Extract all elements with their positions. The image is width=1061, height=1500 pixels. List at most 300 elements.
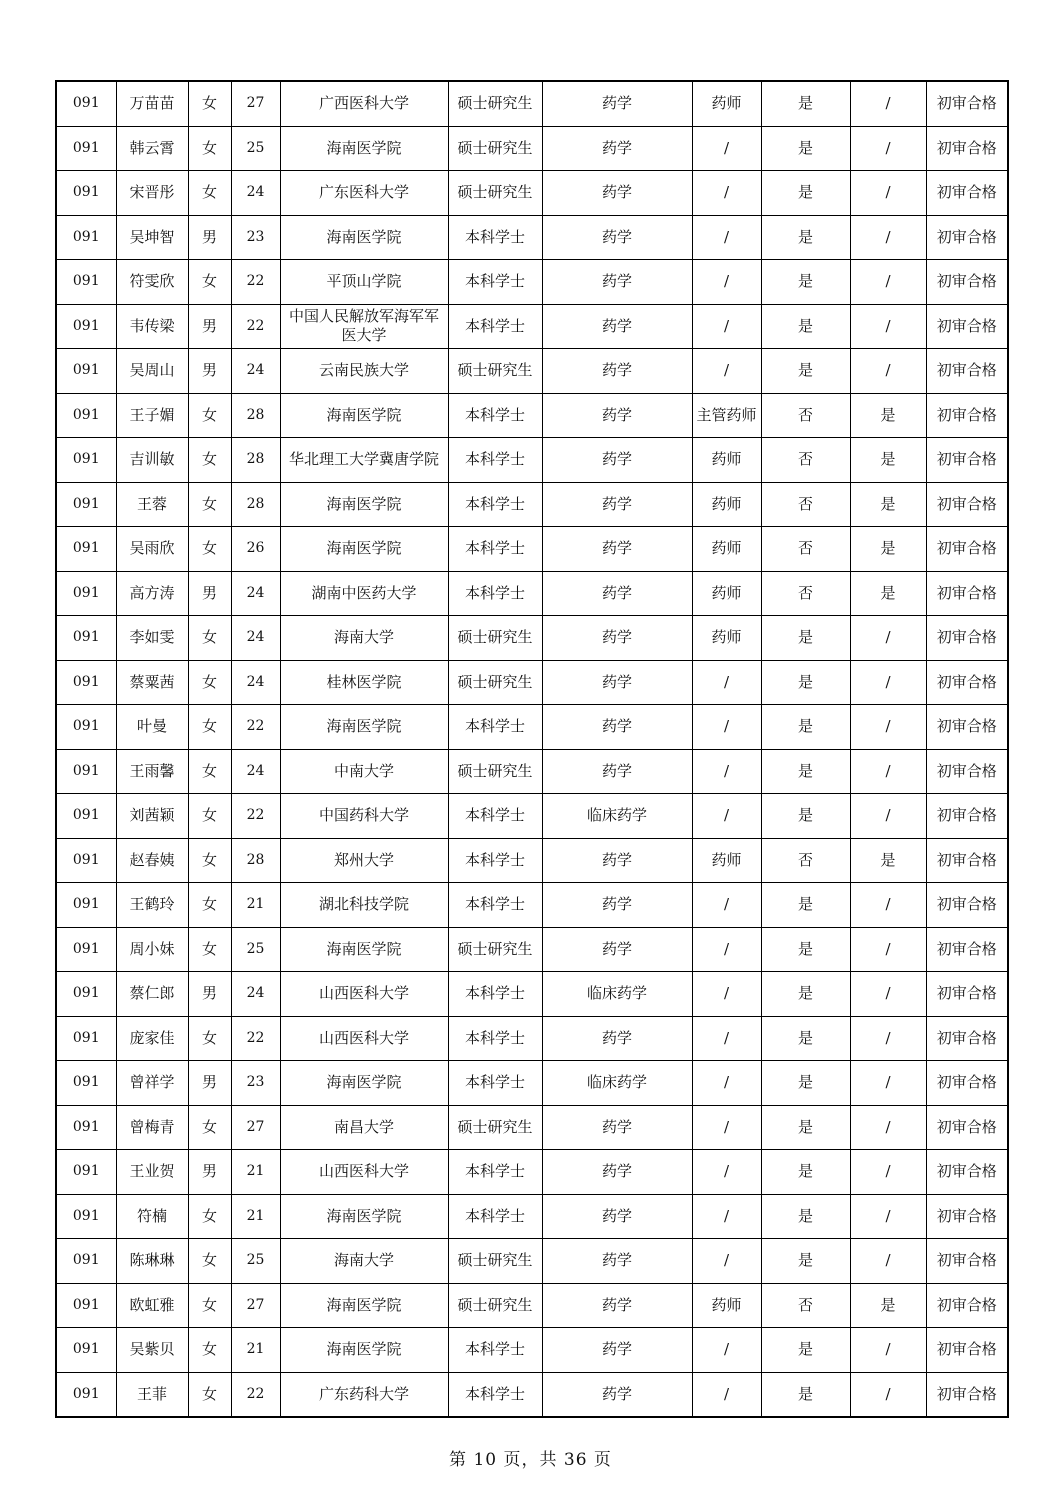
name-cell: 庞家佳 — [116, 1016, 188, 1061]
age-cell: 25 — [231, 1239, 280, 1284]
position-code-cell: 091 — [56, 126, 116, 171]
fresh-graduate-cell: 是 — [761, 749, 850, 794]
table-row — [56, 126, 1008, 171]
title-cell: 药师 — [692, 1283, 761, 1328]
gender-cell: 男 — [188, 304, 231, 349]
fresh-graduate-cell: 是 — [761, 126, 850, 171]
title-cell: / — [692, 260, 761, 305]
position-code-cell: 091 — [56, 438, 116, 483]
major-cell: 药学 — [542, 304, 692, 349]
name-cell: 宋晋彤 — [116, 171, 188, 216]
table-row — [56, 794, 1008, 839]
review-result-cell: 初审合格 — [926, 1061, 1008, 1106]
review-result-cell: 初审合格 — [926, 527, 1008, 572]
title-cell: / — [692, 1372, 761, 1417]
major-cell: 药学 — [542, 527, 692, 572]
degree-cell: 本科学士 — [448, 883, 542, 928]
fresh-graduate-cell: 否 — [761, 571, 850, 616]
review-result-cell: 初审合格 — [926, 972, 1008, 1017]
review-result-cell: 初审合格 — [926, 438, 1008, 483]
position-code-cell: 091 — [56, 1283, 116, 1328]
major-cell: 药学 — [542, 1239, 692, 1284]
gender-cell: 女 — [188, 482, 231, 527]
review-result-cell: 初审合格 — [926, 171, 1008, 216]
table-row — [56, 1061, 1008, 1106]
review-result-cell: 初审合格 — [926, 1372, 1008, 1417]
has-qualification-cell: / — [850, 1328, 926, 1373]
title-cell: 药师 — [692, 482, 761, 527]
gender-cell: 男 — [188, 349, 231, 394]
review-result-cell: 初审合格 — [926, 260, 1008, 305]
gender-cell: 女 — [188, 1328, 231, 1373]
name-cell: 王雨馨 — [116, 749, 188, 794]
degree-cell: 本科学士 — [448, 1016, 542, 1061]
title-cell: 药师 — [692, 527, 761, 572]
degree-cell: 硕士研究生 — [448, 927, 542, 972]
school-cell: 平顶山学院 — [280, 260, 448, 305]
major-cell: 临床药学 — [542, 972, 692, 1017]
name-cell: 王蓉 — [116, 482, 188, 527]
table-row — [56, 1283, 1008, 1328]
position-code-cell: 091 — [56, 1194, 116, 1239]
has-qualification-cell: / — [850, 260, 926, 305]
position-code-cell: 091 — [56, 215, 116, 260]
fresh-graduate-cell: 是 — [761, 1239, 850, 1284]
has-qualification-cell: / — [850, 616, 926, 661]
major-cell: 药学 — [542, 349, 692, 394]
major-cell: 药学 — [542, 883, 692, 928]
school-cell: 中国人民解放军海军军医大学 — [280, 304, 448, 349]
position-code-cell: 091 — [56, 1061, 116, 1106]
review-result-cell: 初审合格 — [926, 393, 1008, 438]
title-cell: / — [692, 215, 761, 260]
table-row — [56, 482, 1008, 527]
name-cell: 周小妹 — [116, 927, 188, 972]
review-result-cell: 初审合格 — [926, 215, 1008, 260]
fresh-graduate-cell: 否 — [761, 438, 850, 483]
degree-cell: 本科学士 — [448, 1328, 542, 1373]
school-cell: 海南医学院 — [280, 1061, 448, 1106]
gender-cell: 女 — [188, 1016, 231, 1061]
name-cell: 叶曼 — [116, 705, 188, 750]
table-row — [56, 1016, 1008, 1061]
major-cell: 药学 — [542, 616, 692, 661]
fresh-graduate-cell: 否 — [761, 1283, 850, 1328]
age-cell: 22 — [231, 794, 280, 839]
gender-cell: 女 — [188, 749, 231, 794]
age-cell: 26 — [231, 527, 280, 572]
name-cell: 曾祥学 — [116, 1061, 188, 1106]
review-result-cell: 初审合格 — [926, 1105, 1008, 1150]
position-code-cell: 091 — [56, 1016, 116, 1061]
title-cell: / — [692, 1328, 761, 1373]
school-cell: 山西医科大学 — [280, 1016, 448, 1061]
title-cell: 药师 — [692, 438, 761, 483]
age-cell: 22 — [231, 304, 280, 349]
fresh-graduate-cell: 是 — [761, 215, 850, 260]
title-cell: / — [692, 705, 761, 750]
degree-cell: 硕士研究生 — [448, 349, 542, 394]
has-qualification-cell: 是 — [850, 438, 926, 483]
gender-cell: 男 — [188, 215, 231, 260]
degree-cell: 本科学士 — [448, 1150, 542, 1195]
age-cell: 23 — [231, 215, 280, 260]
degree-cell: 硕士研究生 — [448, 1105, 542, 1150]
gender-cell: 女 — [188, 838, 231, 883]
table-row — [56, 304, 1008, 349]
title-cell: / — [692, 1016, 761, 1061]
gender-cell: 女 — [188, 1283, 231, 1328]
fresh-graduate-cell: 是 — [761, 260, 850, 305]
title-cell: 药师 — [692, 838, 761, 883]
has-qualification-cell: / — [850, 972, 926, 1017]
fresh-graduate-cell: 是 — [761, 883, 850, 928]
title-cell: / — [692, 883, 761, 928]
table-row — [56, 927, 1008, 972]
position-code-cell: 091 — [56, 349, 116, 394]
major-cell: 药学 — [542, 171, 692, 216]
title-cell: / — [692, 1150, 761, 1195]
gender-cell: 女 — [188, 927, 231, 972]
school-cell: 海南医学院 — [280, 215, 448, 260]
position-code-cell: 091 — [56, 660, 116, 705]
has-qualification-cell: / — [850, 1016, 926, 1061]
table-row — [56, 349, 1008, 394]
position-code-cell: 091 — [56, 304, 116, 349]
gender-cell: 女 — [188, 883, 231, 928]
school-cell: 海南医学院 — [280, 393, 448, 438]
school-cell: 广东药科大学 — [280, 1372, 448, 1417]
has-qualification-cell: / — [850, 1061, 926, 1106]
major-cell: 药学 — [542, 1372, 692, 1417]
school-cell: 海南医学院 — [280, 1328, 448, 1373]
school-cell: 海南医学院 — [280, 1194, 448, 1239]
review-result-cell: 初审合格 — [926, 571, 1008, 616]
title-cell: / — [692, 171, 761, 216]
name-cell: 吴紫贝 — [116, 1328, 188, 1373]
name-cell: 蔡仁郎 — [116, 972, 188, 1017]
title-cell: / — [692, 1061, 761, 1106]
fresh-graduate-cell: 是 — [761, 705, 850, 750]
table-row — [56, 1239, 1008, 1284]
review-result-cell: 初审合格 — [926, 126, 1008, 171]
major-cell: 药学 — [542, 1150, 692, 1195]
table-row — [56, 1372, 1008, 1417]
age-cell: 21 — [231, 1328, 280, 1373]
table-row — [56, 705, 1008, 750]
age-cell: 27 — [231, 81, 280, 126]
position-code-cell: 091 — [56, 972, 116, 1017]
review-result-cell: 初审合格 — [926, 749, 1008, 794]
fresh-graduate-cell: 否 — [761, 393, 850, 438]
fresh-graduate-cell: 是 — [761, 1061, 850, 1106]
major-cell: 药学 — [542, 1328, 692, 1373]
age-cell: 22 — [231, 260, 280, 305]
major-cell: 药学 — [542, 215, 692, 260]
name-cell: 王鹤玲 — [116, 883, 188, 928]
degree-cell: 硕士研究生 — [448, 81, 542, 126]
gender-cell: 女 — [188, 616, 231, 661]
table-row — [56, 438, 1008, 483]
age-cell: 24 — [231, 616, 280, 661]
school-cell: 海南医学院 — [280, 126, 448, 171]
degree-cell: 硕士研究生 — [448, 1239, 542, 1284]
gender-cell: 女 — [188, 1194, 231, 1239]
table-row — [56, 171, 1008, 216]
school-cell: 海南医学院 — [280, 482, 448, 527]
title-cell: 药师 — [692, 81, 761, 126]
major-cell: 药学 — [542, 260, 692, 305]
degree-cell: 本科学士 — [448, 260, 542, 305]
title-cell: 药师 — [692, 571, 761, 616]
gender-cell: 女 — [188, 794, 231, 839]
name-cell: 吉训敏 — [116, 438, 188, 483]
position-code-cell: 091 — [56, 749, 116, 794]
position-code-cell: 091 — [56, 571, 116, 616]
has-qualification-cell: / — [850, 1239, 926, 1284]
has-qualification-cell: 是 — [850, 571, 926, 616]
position-code-cell: 091 — [56, 1328, 116, 1373]
major-cell: 药学 — [542, 660, 692, 705]
age-cell: 23 — [231, 1061, 280, 1106]
major-cell: 药学 — [542, 1283, 692, 1328]
table-row — [56, 1150, 1008, 1195]
fresh-graduate-cell: 是 — [761, 171, 850, 216]
title-cell: 主管药师 — [692, 393, 761, 438]
name-cell: 吴周山 — [116, 349, 188, 394]
review-result-cell: 初审合格 — [926, 482, 1008, 527]
age-cell: 24 — [231, 972, 280, 1017]
name-cell: 吴坤智 — [116, 215, 188, 260]
title-cell: / — [692, 1194, 761, 1239]
age-cell: 27 — [231, 1283, 280, 1328]
table-row — [56, 972, 1008, 1017]
review-result-cell: 初审合格 — [926, 616, 1008, 661]
review-result-cell: 初审合格 — [926, 705, 1008, 750]
review-result-cell: 初审合格 — [926, 927, 1008, 972]
degree-cell: 本科学士 — [448, 838, 542, 883]
title-cell: / — [692, 749, 761, 794]
name-cell: 刘茜颖 — [116, 794, 188, 839]
table-row — [56, 616, 1008, 661]
fresh-graduate-cell: 是 — [761, 927, 850, 972]
has-qualification-cell: / — [850, 126, 926, 171]
has-qualification-cell: / — [850, 349, 926, 394]
fresh-graduate-cell: 是 — [761, 1328, 850, 1373]
page-number: 第 10 页，共 36 页 — [449, 1450, 612, 1470]
review-result-cell: 初审合格 — [926, 1239, 1008, 1284]
fresh-graduate-cell: 是 — [761, 1372, 850, 1417]
has-qualification-cell: / — [850, 660, 926, 705]
gender-cell: 男 — [188, 1150, 231, 1195]
school-cell: 湖南中医药大学 — [280, 571, 448, 616]
name-cell: 韩云霄 — [116, 126, 188, 171]
applicant-results-table — [55, 80, 1009, 1418]
review-result-cell: 初审合格 — [926, 794, 1008, 839]
major-cell: 药学 — [542, 1016, 692, 1061]
degree-cell: 本科学士 — [448, 527, 542, 572]
school-cell: 广西医科大学 — [280, 81, 448, 126]
school-cell: 海南医学院 — [280, 705, 448, 750]
table-row — [56, 1194, 1008, 1239]
gender-cell: 女 — [188, 1372, 231, 1417]
fresh-graduate-cell: 是 — [761, 349, 850, 394]
name-cell: 赵春姨 — [116, 838, 188, 883]
has-qualification-cell: / — [850, 1372, 926, 1417]
review-result-cell: 初审合格 — [926, 1194, 1008, 1239]
gender-cell: 女 — [188, 438, 231, 483]
gender-cell: 女 — [188, 171, 231, 216]
major-cell: 药学 — [542, 393, 692, 438]
major-cell: 药学 — [542, 927, 692, 972]
fresh-graduate-cell: 是 — [761, 794, 850, 839]
name-cell: 符楠 — [116, 1194, 188, 1239]
name-cell: 韦传梁 — [116, 304, 188, 349]
major-cell: 药学 — [542, 1194, 692, 1239]
school-cell: 湖北科技学院 — [280, 883, 448, 928]
degree-cell: 本科学士 — [448, 794, 542, 839]
gender-cell: 女 — [188, 260, 231, 305]
has-qualification-cell: 是 — [850, 393, 926, 438]
degree-cell: 硕士研究生 — [448, 171, 542, 216]
table-row — [56, 81, 1008, 126]
major-cell: 药学 — [542, 81, 692, 126]
position-code-cell: 091 — [56, 1239, 116, 1284]
has-qualification-cell: / — [850, 749, 926, 794]
age-cell: 21 — [231, 883, 280, 928]
has-qualification-cell: 是 — [850, 1283, 926, 1328]
name-cell: 万苗苗 — [116, 81, 188, 126]
position-code-cell: 091 — [56, 1372, 116, 1417]
school-cell: 郑州大学 — [280, 838, 448, 883]
name-cell: 高方涛 — [116, 571, 188, 616]
has-qualification-cell: / — [850, 1105, 926, 1150]
table-row — [56, 838, 1008, 883]
title-cell: / — [692, 304, 761, 349]
degree-cell: 本科学士 — [448, 482, 542, 527]
position-code-cell: 091 — [56, 705, 116, 750]
has-qualification-cell: / — [850, 883, 926, 928]
gender-cell: 女 — [188, 527, 231, 572]
name-cell: 曾梅青 — [116, 1105, 188, 1150]
review-result-cell: 初审合格 — [926, 1016, 1008, 1061]
review-result-cell: 初审合格 — [926, 304, 1008, 349]
table-body — [56, 81, 1008, 1417]
major-cell: 临床药学 — [542, 794, 692, 839]
age-cell: 28 — [231, 482, 280, 527]
position-code-cell: 091 — [56, 393, 116, 438]
name-cell: 符雯欣 — [116, 260, 188, 305]
table-row — [56, 393, 1008, 438]
has-qualification-cell: 是 — [850, 482, 926, 527]
gender-cell: 男 — [188, 1061, 231, 1106]
review-result-cell: 初审合格 — [926, 1150, 1008, 1195]
age-cell: 21 — [231, 1150, 280, 1195]
table-row — [56, 1105, 1008, 1150]
degree-cell: 硕士研究生 — [448, 616, 542, 661]
position-code-cell: 091 — [56, 794, 116, 839]
gender-cell: 女 — [188, 1239, 231, 1284]
school-cell: 山西医科大学 — [280, 1150, 448, 1195]
degree-cell: 本科学士 — [448, 304, 542, 349]
age-cell: 25 — [231, 126, 280, 171]
age-cell: 21 — [231, 1194, 280, 1239]
fresh-graduate-cell: 是 — [761, 1105, 850, 1150]
major-cell: 药学 — [542, 838, 692, 883]
degree-cell: 硕士研究生 — [448, 1283, 542, 1328]
fresh-graduate-cell: 是 — [761, 304, 850, 349]
position-code-cell: 091 — [56, 883, 116, 928]
degree-cell: 硕士研究生 — [448, 749, 542, 794]
fresh-graduate-cell: 否 — [761, 838, 850, 883]
school-cell: 海南医学院 — [280, 1283, 448, 1328]
school-cell: 广东医科大学 — [280, 171, 448, 216]
age-cell: 22 — [231, 1016, 280, 1061]
title-cell: / — [692, 794, 761, 839]
title-cell: / — [692, 1239, 761, 1284]
major-cell: 药学 — [542, 705, 692, 750]
has-qualification-cell: / — [850, 215, 926, 260]
table-row — [56, 1328, 1008, 1373]
position-code-cell: 091 — [56, 1150, 116, 1195]
has-qualification-cell: / — [850, 794, 926, 839]
has-qualification-cell: / — [850, 1194, 926, 1239]
title-cell: / — [692, 126, 761, 171]
degree-cell: 本科学士 — [448, 972, 542, 1017]
major-cell: 药学 — [542, 749, 692, 794]
title-cell: / — [692, 349, 761, 394]
position-code-cell: 091 — [56, 1105, 116, 1150]
school-cell: 桂林医学院 — [280, 660, 448, 705]
has-qualification-cell: / — [850, 171, 926, 216]
age-cell: 24 — [231, 349, 280, 394]
major-cell: 临床药学 — [542, 1061, 692, 1106]
position-code-cell: 091 — [56, 260, 116, 305]
review-result-cell: 初审合格 — [926, 349, 1008, 394]
major-cell: 药学 — [542, 482, 692, 527]
has-qualification-cell: 是 — [850, 527, 926, 572]
position-code-cell: 091 — [56, 927, 116, 972]
position-code-cell: 091 — [56, 482, 116, 527]
fresh-graduate-cell: 否 — [761, 527, 850, 572]
position-code-cell: 091 — [56, 171, 116, 216]
fresh-graduate-cell: 是 — [761, 616, 850, 661]
age-cell: 24 — [231, 571, 280, 616]
age-cell: 22 — [231, 1372, 280, 1417]
degree-cell: 本科学士 — [448, 1372, 542, 1417]
fresh-graduate-cell: 是 — [761, 1194, 850, 1239]
position-code-cell: 091 — [56, 81, 116, 126]
gender-cell: 男 — [188, 571, 231, 616]
fresh-graduate-cell: 是 — [761, 660, 850, 705]
gender-cell: 女 — [188, 660, 231, 705]
gender-cell: 女 — [188, 126, 231, 171]
age-cell: 22 — [231, 705, 280, 750]
title-cell: 药师 — [692, 616, 761, 661]
name-cell: 蔡粟茜 — [116, 660, 188, 705]
age-cell: 27 — [231, 1105, 280, 1150]
age-cell: 25 — [231, 927, 280, 972]
position-code-cell: 091 — [56, 527, 116, 572]
name-cell: 欧虹雅 — [116, 1283, 188, 1328]
has-qualification-cell: / — [850, 81, 926, 126]
fresh-graduate-cell: 是 — [761, 1016, 850, 1061]
major-cell: 药学 — [542, 571, 692, 616]
table-row — [56, 883, 1008, 928]
age-cell: 28 — [231, 393, 280, 438]
school-cell: 中国药科大学 — [280, 794, 448, 839]
title-cell: / — [692, 972, 761, 1017]
